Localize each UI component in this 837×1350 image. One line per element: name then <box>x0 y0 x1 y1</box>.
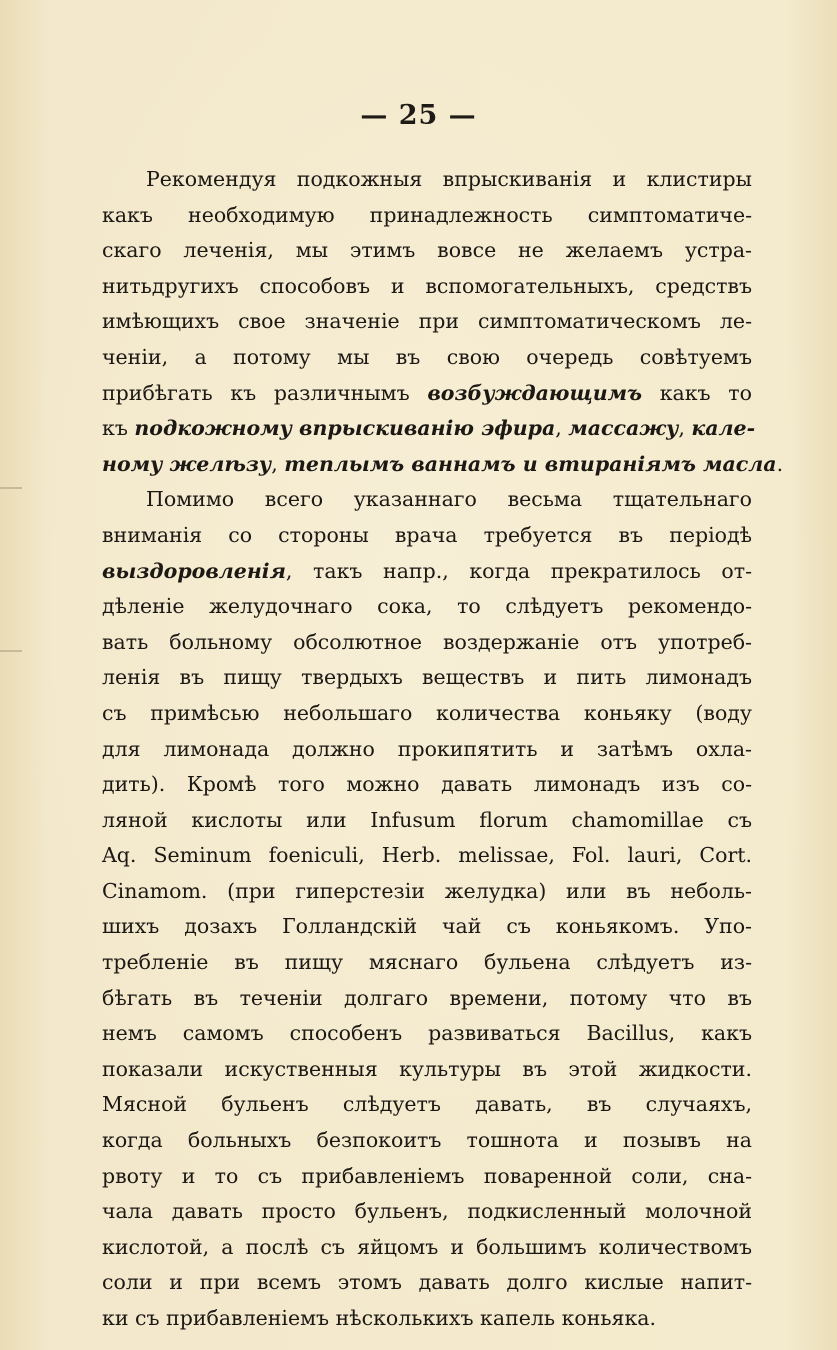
text-segment: немъ самомъ способенъ развиваться Bacillus, какъ <box>102 1021 752 1046</box>
paragraph <box>102 162 784 482</box>
text-line <box>102 1301 752 1337</box>
text-segment: Cinamom. (при гиперстезіи желудка) или въ неболь- <box>102 878 752 903</box>
text-line <box>102 1230 752 1266</box>
text-segment: , <box>271 451 285 476</box>
text-segment: . <box>776 451 784 476</box>
text-segment: для лимонада должно прокипятить и затѣмъ охла- <box>102 736 752 761</box>
text-line <box>102 838 752 874</box>
text-segment: ки съ прибавленіемъ нѣсколькихъ капель коньяка. <box>102 1306 657 1330</box>
text-segment: вать больному обсолютное воздержаніе отъ употреб- <box>102 629 752 654</box>
text-segment: скаго леченія, мы этимъ вовсе не желаемъ устра- <box>102 238 752 263</box>
text-line <box>102 376 752 412</box>
page-number: — 25 — <box>360 100 477 131</box>
text-line <box>102 1016 752 1052</box>
text-segment: , <box>555 416 569 441</box>
body-text <box>102 162 784 1337</box>
page-edge-mark <box>0 650 22 652</box>
text-segment: рвоту и то съ прибавленіемъ поваренной соли, сна- <box>102 1163 752 1188</box>
text-segment: ленія въ пищу твердыхъ веществъ и пить лимонадъ <box>102 665 752 690</box>
text-line <box>102 1194 752 1230</box>
text-line <box>102 162 752 198</box>
text-line <box>102 554 752 590</box>
text-line <box>102 518 752 554</box>
text-line <box>102 482 752 518</box>
text-segment: , <box>678 416 692 441</box>
text-line <box>102 1265 752 1301</box>
text-segment: имѣющихъ свое значеніе при симптоматическомъ ле- <box>102 309 752 334</box>
text-line <box>102 625 752 661</box>
paragraph <box>102 482 752 1336</box>
text-segment: дѣленіе желудочнаго сока, то слѣдуетъ рекомендо- <box>102 594 752 619</box>
text-line <box>102 874 752 910</box>
text-segment: требленіе въ пищу мяснаго бульена слѣдуетъ из- <box>102 950 752 975</box>
text-line <box>102 447 784 483</box>
text-segment: вниманія со стороны врача требуется въ періодѣ <box>102 522 752 547</box>
text-segment: прибѣгать къ различнымъ <box>102 380 428 405</box>
text-segment: Помимо всего указаннаго весьма тщательнаго <box>146 487 752 512</box>
text-segment: нитьдругихъ способовъ и вспомогательныхъ, средствъ <box>102 273 752 298</box>
text-line <box>102 233 752 269</box>
text-segment: кислотой, а послѣ съ яйцомъ и большимъ количествомъ <box>102 1234 752 1259</box>
text-segment: бѣгать въ теченіи долгаго времени, потому что въ <box>102 985 752 1010</box>
text-line <box>102 803 752 839</box>
text-segment: соли и при всемъ этомъ давать долго кислые напит- <box>102 1270 752 1295</box>
text-line <box>102 945 752 981</box>
text-line <box>102 696 752 732</box>
text-line <box>102 269 752 305</box>
text-segment: съ примѣсью небольшаго количества коньяку (воду <box>102 700 752 725</box>
text-line <box>102 589 752 625</box>
text-line <box>102 732 752 768</box>
emphasized-text: выздоровленія <box>102 558 286 583</box>
page-edge-mark <box>0 487 22 489</box>
text-line <box>102 1159 752 1195</box>
emphasized-text: возбуждающимъ <box>427 380 642 405</box>
text-segment: Рекомендуя подкожныя впрыскиванія и клистиры <box>146 167 752 191</box>
text-segment: какъ необходимую принадлежность симптоматиче- <box>102 202 752 227</box>
text-segment: когда больныхъ безпокоитъ тошнота и позывъ на <box>102 1128 752 1153</box>
emphasized-text: массажу <box>568 416 679 441</box>
emphasized-text: подкожному впрыскиванію эфира <box>134 416 556 441</box>
emphasized-text: кале- <box>691 416 756 441</box>
text-line <box>102 198 752 234</box>
text-line <box>102 767 752 803</box>
text-line <box>102 1052 752 1088</box>
text-line <box>102 411 756 447</box>
text-line <box>102 981 752 1017</box>
text-segment: Aq. Seminum foeniculi, Herb. melissae, Fol. lauri, Cort. <box>102 843 752 868</box>
emphasized-text: ному желѣзу <box>102 451 272 476</box>
text-line <box>102 340 752 376</box>
text-line <box>102 909 752 945</box>
text-line <box>102 1087 752 1123</box>
text-segment: Мясной бульенъ слѣдуетъ давать, въ случаяхъ, <box>102 1092 752 1117</box>
text-segment: ченіи, а потому мы въ свою очередь совѣтуемъ <box>102 344 752 369</box>
emphasized-text: теплымъ ваннамъ и втираніямъ масла <box>284 451 777 476</box>
text-segment: дить). Кромѣ того можно давать лимонадъ изъ со- <box>102 772 752 797</box>
text-segment: ляной кислоты или Infusum florum chamomillae съ <box>102 807 752 832</box>
text-segment: къ <box>102 416 135 441</box>
text-line <box>102 660 752 696</box>
text-segment: чала давать просто бульенъ, подкисленный молочной <box>102 1199 752 1224</box>
text-line <box>102 1123 752 1159</box>
text-segment: , такъ напр., когда прекратилось от- <box>285 558 752 583</box>
text-segment: показали искуственныя культуры въ этой жидкости. <box>102 1056 752 1081</box>
text-segment: шихъ дозахъ Голландскій чай съ коньякомъ. Упо- <box>102 914 752 939</box>
text-segment: какъ то <box>642 380 752 405</box>
text-line <box>102 304 752 340</box>
